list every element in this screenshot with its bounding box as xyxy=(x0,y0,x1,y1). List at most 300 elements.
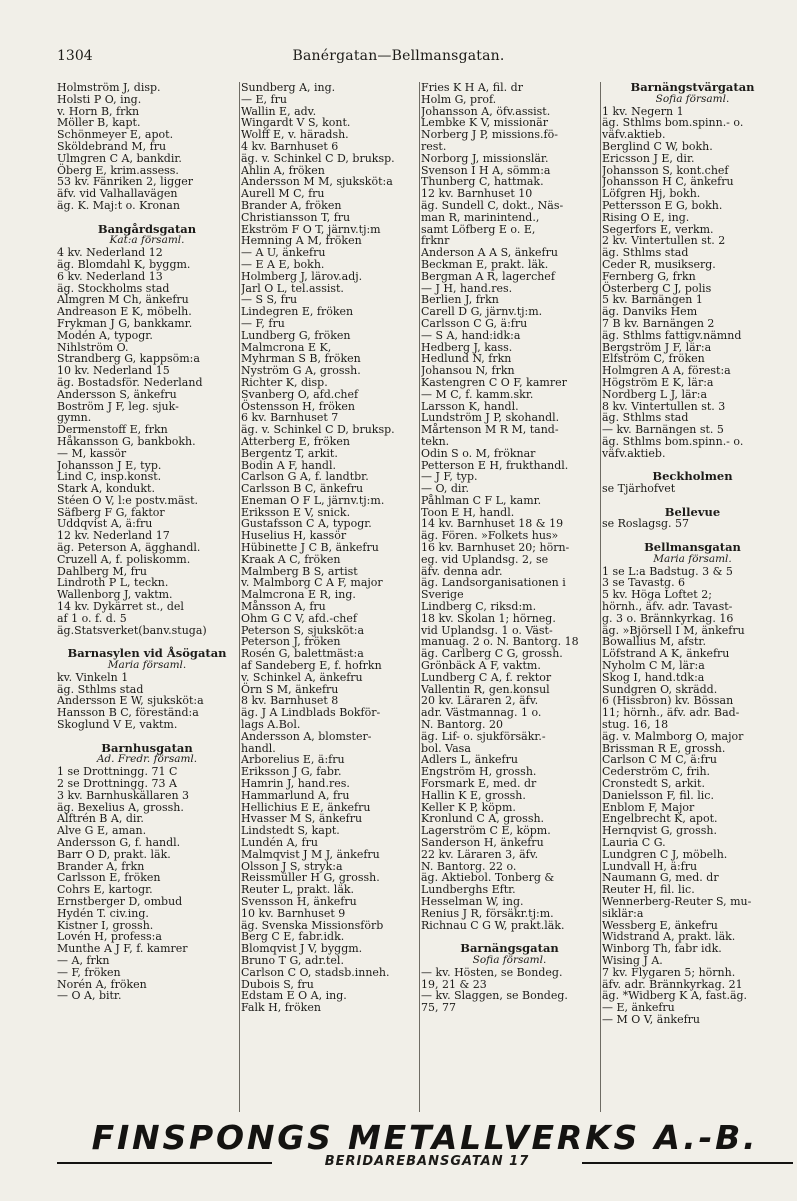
directory-entry: Säfberg F G, faktor xyxy=(57,505,165,519)
directory-entry: — A, frkn xyxy=(57,953,110,967)
directory-entry: — E A E, bokh. xyxy=(241,257,325,271)
advertisement-address: BERIDAREBANSGATAN 17 xyxy=(324,1154,530,1169)
directory-entry: Carlson C M C, ä:fru xyxy=(602,753,717,767)
directory-entry: äg. Landsorganisationen i xyxy=(421,576,566,590)
directory-entry: äg. Sthlms bom.spinn.- o. xyxy=(602,434,744,448)
street-heading: Bangårdsgatan xyxy=(97,221,197,236)
directory-entry: äg. Bostadsför. Nederland xyxy=(57,375,203,389)
directory-entry: Pettersson E G, bokh. xyxy=(602,198,723,212)
directory-entry: Strandberg G, kappsöm:a xyxy=(57,352,200,366)
directory-entry: Winborg Th, fabr idk. xyxy=(602,942,722,956)
directory-entry: Påhlman C F L, kamr. xyxy=(421,493,542,507)
directory-entry: Lundström J P, skohandl. xyxy=(421,411,560,425)
directory-entry: Malmqvist J M J, änkefru xyxy=(241,847,380,861)
directory-entry: äg. Sundell C, dokt., Näs- xyxy=(421,198,564,212)
directory-entry: äg. Bexelius A, grossh. xyxy=(57,800,184,814)
directory-entry: äfv. adr. Brännkyrkag. 21 xyxy=(602,977,743,991)
directory-entry: 4 kv. Nederland 12 xyxy=(57,246,163,260)
page-number: 1304 xyxy=(57,48,93,64)
directory-entry: Andersson M M, sjuksköt:a xyxy=(241,175,393,189)
directory-entry: Lindstedt S, kapt. xyxy=(241,824,340,838)
directory-entry: Norborg J, missionslär. xyxy=(421,151,549,165)
directory-entry: Reuter L, prakt. läk. xyxy=(241,883,355,897)
directory-entry: — M, kassör xyxy=(57,446,127,460)
directory-entry: samt Löfberg E o. E, xyxy=(421,222,536,236)
directory-entry: Carlson C O, stadsb.inneh. xyxy=(241,965,390,979)
directory-entry: 6 (Hissbron) kv. Bössan xyxy=(602,694,734,708)
directory-entry: Hamrin J, hand.res. xyxy=(241,777,350,791)
directory-entry: Hammarlund A, fru xyxy=(241,788,350,802)
directory-entry: Sanderson H, änkefru xyxy=(421,836,544,849)
directory-entry: 6 kv. Nederland 13 xyxy=(57,269,163,283)
directory-entry: Lundvall H, ä:fru xyxy=(602,859,698,873)
directory-entry: Andersson G, f. handl. xyxy=(57,836,181,849)
directory-entry: Svenson I H A, sömm:a xyxy=(421,163,551,177)
directory-entry: Uddqvist A, ä:fru xyxy=(57,517,153,531)
directory-entry: Lauria C G. xyxy=(602,836,666,849)
directory-entry: Brander A, fröken xyxy=(241,198,342,212)
directory-entry: Toon E H, handl. xyxy=(421,505,515,519)
directory-entry: Stéen O V, l:e postv.mäst. xyxy=(57,493,199,507)
directory-entry: Håkansson G, bankbokh. xyxy=(57,434,196,448)
directory-entry: Gustafsson C A, typogr. xyxy=(241,517,372,531)
directory-entry: Kraak A C, fröken xyxy=(241,552,341,566)
directory-entry: Eriksson E V, snick. xyxy=(241,505,351,519)
directory-entry: af Sandeberg E, f. hofrkn xyxy=(241,659,382,673)
directory-entry: Lind C, insp.konst. xyxy=(57,470,162,484)
directory-entry: Wingardt V S, kont. xyxy=(241,116,351,130)
directory-entry: Keller K P, köpm. xyxy=(421,800,516,814)
directory-entry: man R, marinintend., xyxy=(421,210,540,224)
directory-entry: Segerfors E, verkm. xyxy=(602,222,714,236)
directory-entry: väfv.aktieb. xyxy=(602,446,666,460)
directory-entry: äg. »Björsell I M, änkefru xyxy=(602,623,745,637)
directory-entry: Johansou N, frkn xyxy=(421,364,515,378)
parish-label: Sofia församl. xyxy=(472,953,547,966)
directory-entry: — S A, hand:idk:a xyxy=(421,328,521,342)
directory-entry: Löfgren Hj, bokh. xyxy=(602,187,701,201)
directory-entry: Cohrs E, kartogr. xyxy=(57,883,153,897)
directory-entry: Andersson A, blomster- xyxy=(241,729,372,743)
directory-entry: 14 kv. Dykärret st., del xyxy=(57,600,184,614)
directory-entry: Ohm G C V, afd.-chef xyxy=(241,611,357,625)
directory-entry: äg. Svenska Missionsförb xyxy=(241,918,384,932)
directory-entry: Wennerberg-Reuter S, mu- xyxy=(602,894,752,908)
directory-entry: Bergentz T, arkit. xyxy=(241,446,338,460)
directory-entry: äg. Sthlms fattigv.nämnd xyxy=(602,328,742,342)
directory-entry: Hedlund N, frkn xyxy=(421,352,512,366)
directory-entry: Schönmeyer E, apot. xyxy=(57,128,174,142)
directory-entry: Holmgren A A, förest:a xyxy=(602,364,731,378)
directory-entry: handl. xyxy=(241,741,276,755)
directory-entry: Renius J R, försäkr.tj:m. xyxy=(421,906,554,920)
column-4 xyxy=(602,82,783,1112)
directory-entry: Engström H, grossh. xyxy=(421,765,537,779)
directory-entry: Nyström G A, grossh. xyxy=(241,364,361,378)
directory-entry: Petterson E H, frukthandl. xyxy=(421,458,569,472)
directory-entry: Hübinette J C B, änkefru xyxy=(241,541,379,555)
directory-entry: Jarl O L, tel.assist. xyxy=(241,281,344,295)
directory-entry: Lundberg G, fröken xyxy=(241,328,351,342)
directory-entry: Löfstrand A K, änkefru xyxy=(602,647,730,661)
directory-entry: manuag. 2 o. N. Bantorg. 18 xyxy=(421,635,579,649)
advertisement-rule-left xyxy=(57,1162,272,1164)
directory-entry: Andersson S, änkefru xyxy=(57,387,177,401)
directory-entry: Forsmark E, med. dr xyxy=(421,777,537,791)
directory-entry: äg. Fören. »Folkets hus» xyxy=(421,529,559,543)
directory-entry: Olsson J S, stryk:a xyxy=(241,859,343,873)
directory-entry: Brander A, frkn xyxy=(57,859,145,873)
directory-entry: bol. Vasa xyxy=(421,741,471,755)
directory-entry: äg. Blomdahl K, byggm. xyxy=(57,257,191,271)
directory-entry: äg. Carlberg C G, grossh. xyxy=(421,647,563,661)
directory-entry: Thunberg C, hattmak. xyxy=(421,175,544,189)
directory-entry: Bergman A R, lagerchef xyxy=(421,269,555,283)
directory-entry: Fernberg G, frkn xyxy=(602,269,696,283)
directory-entry: Reuter H, fil. lic. xyxy=(602,883,695,897)
directory-entry: Lundén A, fru xyxy=(241,836,318,849)
directory-entry: N. Bantorg. 22 o. xyxy=(421,859,517,873)
directory-entry: Reissmüller H G, grossh. xyxy=(241,871,380,885)
directory-entry: Wising J A. xyxy=(602,953,663,967)
directory-entry: 5 kv. Barnängen 1 xyxy=(602,293,703,307)
directory-entry: Huselius H, kassör xyxy=(241,529,347,543)
directory-entry: 53 kv. Fänriken 2, ligger xyxy=(57,175,194,189)
directory-entry: 8 kv. Vintertullen st. 3 xyxy=(602,399,726,413)
directory-entry: äg. Sthlms stad xyxy=(57,682,144,696)
directory-entry: v. Schinkel A, änkefru xyxy=(241,670,363,684)
directory-entry: Modén A, typogr. xyxy=(57,328,153,342)
directory-entry: Hedberg J, kass. xyxy=(421,340,513,354)
directory-entry: Wallenborg J, vaktm. xyxy=(57,588,173,602)
directory-columns xyxy=(57,82,783,1112)
directory-entry: Dermenstoff E, frkn xyxy=(57,423,168,437)
directory-entry: Christiansson T, fru xyxy=(241,210,351,224)
street-heading: Beckholmen xyxy=(652,469,733,484)
directory-entry: Elfström C, fröken xyxy=(602,352,705,366)
directory-entry: Holmberg J, lärov.adj. xyxy=(241,269,363,283)
directory-entry: Carell D G, järnv.tj:m. xyxy=(421,305,543,319)
directory-entry: Berglind C W, bokh. xyxy=(602,139,713,153)
directory-entry: äg. v. Schinkel C D, bruksp. xyxy=(241,423,395,437)
directory-entry: Johansson A, öfv.assist. xyxy=(421,104,551,118)
directory-entry: Rising O E, ing. xyxy=(602,210,690,224)
directory-entry: Hesselman W, ing. xyxy=(421,894,524,908)
column-divider xyxy=(600,82,601,1112)
directory-entry: Danielsson F, fil. lic. xyxy=(602,788,714,802)
directory-entry: Bergström J F, lär:a xyxy=(602,340,712,354)
directory-entry: äg. v. Schinkel C D, bruksp. xyxy=(241,151,395,165)
directory-entry: Barr O D, prakt. läk. xyxy=(57,847,171,861)
directory-entry: Johansson J E, typ. xyxy=(57,458,162,472)
directory-entry: Hansson B C, föreständ:a xyxy=(57,706,199,720)
directory-entry: äg. Stockholms stad xyxy=(57,281,170,295)
directory-entry: — S S, fru xyxy=(241,293,298,307)
directory-entry: Möller B, kapt. xyxy=(57,116,141,130)
directory-entry: Hernqvist G, grossh. xyxy=(602,824,717,838)
directory-entry: Skoglund V E, vaktm. xyxy=(57,718,178,732)
directory-entry: Holm G, prof. xyxy=(421,92,497,106)
street-heading: Barnhusgatan xyxy=(101,740,193,755)
directory-entry: 4 kv. Barnhuset 6 xyxy=(241,139,339,153)
directory-entry: tekn. xyxy=(421,434,450,448)
directory-entry: af 1 o. f. d. 5 xyxy=(57,611,127,625)
directory-entry: Dubois S, fru xyxy=(241,977,314,991)
directory-entry: — M O V, änkefru xyxy=(602,1012,701,1026)
directory-entry: Lundgren C J, möbelh. xyxy=(602,847,728,861)
directory-entry: Ceder R, musikserg. xyxy=(602,257,716,271)
parish-label: Ad. Fredr. församl. xyxy=(96,753,198,766)
directory-entry: Lovén H, profess:a xyxy=(57,930,162,944)
parish-label: Maria församl. xyxy=(653,552,732,565)
directory-entry: Berg C E, fabr.idk. xyxy=(241,930,345,944)
directory-entry: Berlien J, frkn xyxy=(421,293,499,307)
directory-entry: 1 kv. Negern 1 xyxy=(602,104,684,118)
directory-entry: Högström E K, lär:a xyxy=(602,375,714,389)
street-heading: Bellevue xyxy=(664,504,721,519)
directory-entry: kv. Vinkeln 1 xyxy=(57,670,129,684)
directory-entry: 16 kv. Barnhuset 20; hörn- xyxy=(421,541,570,555)
directory-entry: Vallentin R, gen.konsul xyxy=(421,682,550,696)
directory-entry: 22 kv. Läraren 3, äfv. xyxy=(421,847,539,861)
directory-entry: Svensson H, änkefru xyxy=(241,894,357,908)
street-heading: Barnängstvärgatan xyxy=(630,82,755,94)
directory-entry: äg. Peterson A, ägghandl. xyxy=(57,541,201,555)
directory-entry: Eneman O F L, järnv.tj:m. xyxy=(241,493,385,507)
directory-entry: gymn. xyxy=(57,411,92,425)
directory-entry: 20 kv. Läraren 2, äfv. xyxy=(421,694,539,708)
directory-entry: äfv. vid Valhallavägen xyxy=(57,187,178,201)
directory-entry: Svanberg O, afd.chef xyxy=(241,387,359,401)
directory-entry: 1 se Drottningg. 71 C xyxy=(57,765,178,779)
directory-entry: Ernstberger D, ombud xyxy=(57,894,183,908)
directory-entry: äg. Sthlms stad xyxy=(602,246,689,260)
directory-entry: — J F, typ. xyxy=(421,470,478,484)
directory-entry: äg. Sthlms stad xyxy=(602,411,689,425)
directory-entry: rest. xyxy=(421,139,447,153)
street-heading: Barnasylen vid Åsögatan xyxy=(67,646,227,661)
directory-entry: Ekström F O T, järnv.tj:m xyxy=(241,222,381,236)
directory-entry: Enblom F, Major xyxy=(602,800,695,814)
directory-entry: Dahlberg M, fru xyxy=(57,564,147,578)
directory-entry: 8 kv. Barnhuset 8 xyxy=(241,694,339,708)
directory-entry: Cronstedt S, arkit. xyxy=(602,777,705,791)
directory-entry: Kastengren C O F, kamrer xyxy=(421,375,567,389)
directory-entry: Rosén G, balettmäst:a xyxy=(241,647,364,661)
directory-entry: Engelbrecht K, apot. xyxy=(602,812,718,826)
directory-entry: Alftrén B A, dir. xyxy=(57,812,144,826)
directory-entry: Hallin K E, grossh. xyxy=(421,788,526,802)
directory-entry: Atterberg E, fröken xyxy=(241,434,350,448)
directory-entry: 2 se Drottningg. 73 A xyxy=(57,777,177,791)
directory-entry: 1 se L:a Badstug. 3 & 5 xyxy=(602,564,733,578)
page-title: Banérgatan—Bellmansgatan. xyxy=(292,48,505,64)
directory-entry: 2 kv. Vintertullen st. 2 xyxy=(602,234,726,248)
advertisement-rule-right xyxy=(582,1162,793,1164)
directory-entry: Lundberg C A, f. rektor xyxy=(421,670,552,684)
directory-entry: adr. Västmannag. 1 o. xyxy=(421,706,542,720)
directory-entry: — F, fröken xyxy=(57,965,121,979)
directory-entry: — M C, f. kamm.skr. xyxy=(421,387,534,401)
directory-entry: — O, dir. xyxy=(421,482,469,496)
directory-entry: Richnau C G W, prakt.läk. xyxy=(421,918,565,932)
directory-entry: — E, änkefru xyxy=(602,1001,675,1015)
directory-entry: v. Malmborg C A F, major xyxy=(241,576,383,590)
directory-entry: Lagerström C E, köpm. xyxy=(421,824,551,838)
directory-entry: Andreason E K, möbelh. xyxy=(57,305,192,319)
directory-entry: Örn S M, änkefru xyxy=(241,682,339,696)
directory-entry: Österberg C J, polis xyxy=(602,281,712,295)
directory-entry: Skog I, hand.tdk:a xyxy=(602,670,705,684)
directory-entry: Boström J F, leg. sjuk- xyxy=(57,399,179,413)
directory-entry: Almgren M Ch, änkefru xyxy=(57,293,189,307)
directory-entry: 11; hörnh., äfv. adr. Bad- xyxy=(602,706,740,720)
directory-entry: Brissman R E, grossh. xyxy=(602,741,726,755)
directory-entry: väfv.aktieb. xyxy=(602,128,666,142)
directory-entry: äg. Danviks Hem xyxy=(602,305,698,319)
directory-entry: Adlers L, änkefru xyxy=(421,753,518,767)
directory-entry: 10 kv. Nederland 15 xyxy=(57,364,170,378)
parish-label: Sofia församl. xyxy=(655,92,730,105)
directory-entry: Wallin E, adv. xyxy=(241,104,317,118)
directory-entry: Frykman J G, bankkamr. xyxy=(57,316,193,330)
directory-entry: äg. Aktiebol. Tonberg & xyxy=(421,871,555,885)
directory-entry: — J H, hand.res. xyxy=(421,281,513,295)
directory-entry: Lundberghs Eftr. xyxy=(421,883,516,897)
directory-entry: Malmcrona E R, ing. xyxy=(241,588,356,602)
directory-entry: 7 kv. Flygaren 5; hörnh. xyxy=(602,965,736,979)
directory-entry: äfv. denna adr. xyxy=(421,564,503,578)
directory-entry: Andersson E W, sjuksköt:a xyxy=(57,694,204,708)
directory-entry: 10 kv. Barnhuset 9 xyxy=(241,906,346,920)
directory-entry: Lindberg C, riksd:m. xyxy=(421,600,537,614)
directory-entry: Stark A, kondukt. xyxy=(57,482,155,496)
directory-entry: se Roslagsg. 57 xyxy=(602,517,689,531)
directory-entry: Alve G E, aman. xyxy=(57,824,147,838)
directory-entry: hörnh., äfv. adr. Tavast- xyxy=(602,600,733,614)
advertisement xyxy=(57,1118,793,1176)
directory-entry: Munthe A J F, f. kamrer xyxy=(57,942,188,956)
directory-entry: stug. 16, 18 xyxy=(602,718,669,732)
directory-entry: lags A.Bol. xyxy=(241,718,301,732)
directory-entry: N. Bantorg. 20 xyxy=(421,718,503,732)
directory-entry: Sundgren O, skrädd. xyxy=(602,682,718,696)
directory-entry: se Tjärhofvet xyxy=(602,482,676,496)
directory-entry: 12 kv. Barnhuset 10 xyxy=(421,187,533,201)
directory-entry: Hydén T. civ.ing. xyxy=(57,906,149,920)
directory-entry: 3 kv. Barnhuskällaren 3 xyxy=(57,788,190,802)
directory-entry: äg. Sthlms bom.spinn.- o. xyxy=(602,116,744,130)
directory-entry: Norén A, fröken xyxy=(57,977,147,991)
directory-entry: äg. v. Malmborg O, major xyxy=(602,729,744,743)
directory-entry: — E, fru xyxy=(241,92,287,106)
directory-entry: siklär:a xyxy=(602,906,644,920)
directory-entry: Cruzell A, f. poliskomm. xyxy=(57,552,191,566)
directory-entry: g. 3 o. Brännkyrkag. 16 xyxy=(602,611,734,625)
directory-entry: Malmberg B S, artist xyxy=(241,564,358,578)
directory-entry: 19, 21 & 23 xyxy=(421,977,487,991)
directory-entry: Myhrman S B, fröken xyxy=(241,352,361,366)
directory-entry: äg. Lif- o. sjukförsäkr.- xyxy=(421,729,546,743)
directory-entry: äg. J A Lindblads Bokför- xyxy=(241,706,381,720)
directory-entry: Sverige xyxy=(421,588,464,602)
directory-entry: äg. *Widberg K A, fast.äg. xyxy=(602,989,748,1003)
column-2 xyxy=(241,82,417,1112)
advertisement-company-name: FINSPONGS METALLVERKS A.-B. xyxy=(91,1118,759,1157)
directory-entry: frknr xyxy=(421,234,450,248)
directory-entry: Öberg E, krim.assess. xyxy=(57,163,179,177)
directory-entry: Johansson S, kont.chef xyxy=(602,163,729,177)
directory-entry: Kronlund C A, grossh. xyxy=(421,812,545,826)
directory-entry: Bodin A F, handl. xyxy=(241,458,336,472)
directory-entry: v. Horn B, frkn xyxy=(57,104,140,118)
directory-entry: Carlson G A, f. landtbr. xyxy=(241,470,369,484)
directory-entry: 12 kv. Nederland 17 xyxy=(57,529,170,543)
directory-entry: Holsti P O, ing. xyxy=(57,92,142,106)
directory-entry: Nihlström O. xyxy=(57,340,129,354)
directory-entry: Carlsson E, fröken xyxy=(57,871,161,885)
directory-entry: Carlsson C G, ä:fru xyxy=(421,316,528,330)
directory-entry: — kv. Slaggen, se Bondeg. xyxy=(421,989,568,1003)
directory-entry: vid Uplandsg. 1 o. Väst- xyxy=(421,623,553,637)
directory-entry: 5 kv. Höga Loftet 2; xyxy=(602,588,712,602)
directory-entry: Lindroth P L, teckn. xyxy=(57,576,169,590)
directory-entry: Kistner I, grossh. xyxy=(57,918,154,932)
directory-entry: Hellichius E E, änkefru xyxy=(241,800,371,814)
directory-entry: äg.Statsverket(banv.stuga) xyxy=(57,623,207,637)
directory-entry: Peterson J, fröken xyxy=(241,635,341,649)
directory-entry: Bowallius M, afstr. xyxy=(602,635,706,649)
directory-entry: Sundberg A, ing. xyxy=(241,82,336,94)
column-1 xyxy=(57,82,237,1112)
directory-entry: 18 kv. Skolan 1; hörneg. xyxy=(421,611,556,625)
directory-entry: Wolff E, v. häradsh. xyxy=(241,128,349,142)
street-heading: Bellmansgatan xyxy=(644,540,741,555)
directory-entry: Malmcrona E K, xyxy=(241,340,332,354)
directory-entry: 3 se Tavastg. 6 xyxy=(602,576,686,590)
directory-entry: eg. vid Uplandsg. 2, se xyxy=(421,552,549,566)
directory-entry: Grönbäck A F, vaktm. xyxy=(421,659,541,673)
directory-entry: äg. K. Maj:t o. Kronan xyxy=(57,198,180,212)
directory-entry: Widstrand A, prakt. läk. xyxy=(602,930,736,944)
directory-entry: Fries K H A, fil. dr xyxy=(421,82,523,94)
directory-entry: Blomqvist J V, byggm. xyxy=(241,942,363,956)
directory-entry: Richter K, disp. xyxy=(241,375,328,389)
directory-entry: Carlsson B C, änkefru xyxy=(241,482,364,496)
directory-entry: Falk H, fröken xyxy=(241,1001,321,1015)
directory-entry: Larsson K, handl. xyxy=(421,399,519,413)
directory-entry: Aurell M C, fru xyxy=(241,187,325,201)
directory-entry: Eriksson J G, fabr. xyxy=(241,765,342,779)
directory-entry: Holmström J, disp. xyxy=(57,82,161,94)
directory-entry: Norberg J P, missions.fö- xyxy=(421,128,558,142)
directory-entry: Naumann G, med. dr xyxy=(602,871,719,885)
directory-entry: Månsson A, fru xyxy=(241,600,326,614)
page-header xyxy=(0,48,797,70)
column-divider xyxy=(419,82,420,1112)
directory-entry: Johansson H C, änkefru xyxy=(602,175,734,189)
directory-entry: Hvasser M S, änkefru xyxy=(241,812,363,826)
directory-entry: 6 kv. Barnhuset 7 xyxy=(241,411,339,425)
directory-entry: Ahlin A, fröken xyxy=(241,163,325,177)
column-divider xyxy=(239,82,240,1112)
column-3 xyxy=(421,82,598,1112)
directory-entry: Ulmgren C A, bankdir. xyxy=(57,151,182,165)
parish-label: Maria församl. xyxy=(107,659,187,672)
parish-label: Kat:a församl. xyxy=(109,234,185,247)
directory-entry: Nyholm C M, lär:a xyxy=(602,659,705,673)
directory-entry: Östensson H, fröken xyxy=(241,399,355,413)
